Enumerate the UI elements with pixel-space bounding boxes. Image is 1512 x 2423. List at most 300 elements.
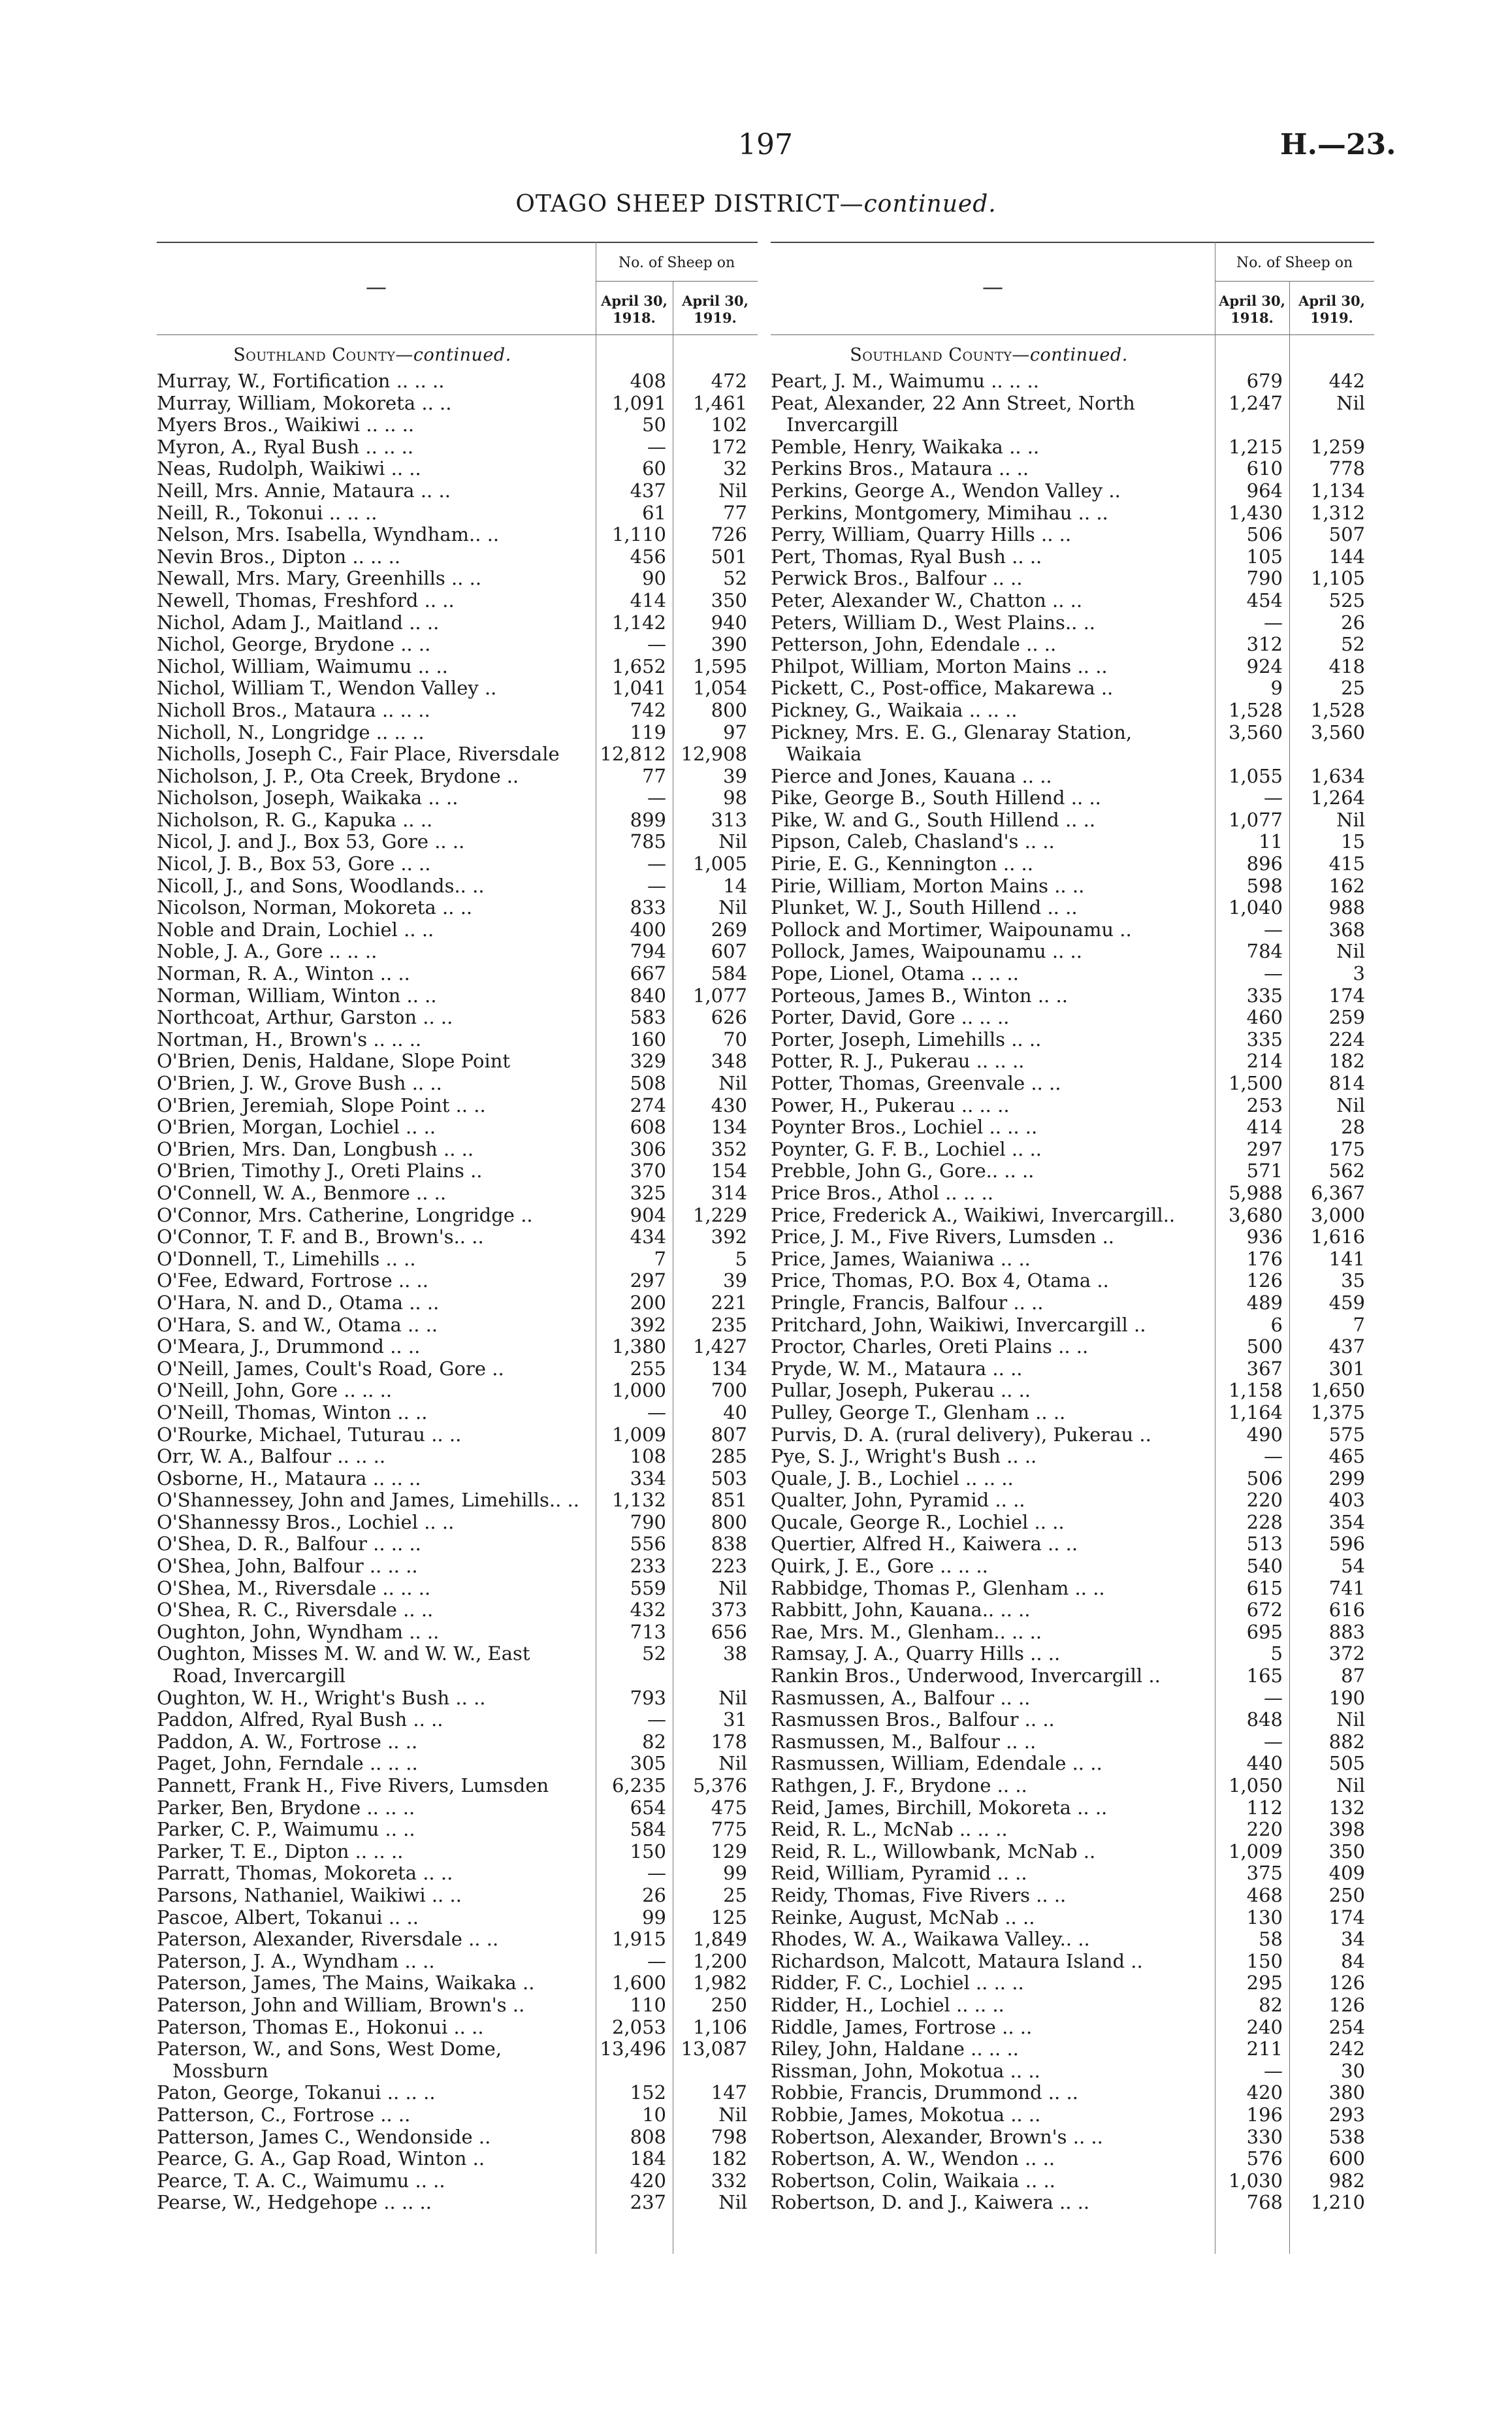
owner-name: Pryde, W. M., Mataura .. .. — [771, 1358, 1023, 1380]
table-row — [157, 1797, 758, 1819]
sheep-count-1918: 1,030 — [1228, 2169, 1283, 2192]
sheep-count-1919: 373 — [711, 1599, 747, 1621]
sheep-count-1918: 790 — [630, 1510, 666, 1533]
owner-name: Nicholls, Joseph C., Fair Place, Riversdale — [157, 743, 560, 766]
sheep-count-1919: 507 — [1328, 523, 1365, 546]
sheep-count-1918: 108 — [630, 1445, 666, 1468]
owner-name: Nicol, J. and J., Box 53, Gore .. .. — [157, 831, 465, 853]
sheep-count-1918: 793 — [630, 1686, 666, 1709]
name-column-header: — — [366, 274, 387, 299]
owner-name: Porter, David, Gore .. .. .. — [771, 1007, 1010, 1029]
owner-name: Prebble, John G., Gore.. .. .. — [771, 1160, 1035, 1182]
sheep-count-1919: 28 — [1341, 1116, 1365, 1139]
table-rows — [157, 370, 758, 2214]
table-row — [771, 1248, 1374, 1271]
table-row — [157, 1007, 758, 1029]
sheep-count-1918: 1,500 — [1228, 1072, 1283, 1094]
owner-name: Nichol, Adam J., Maitland .. .. — [157, 611, 440, 634]
sheep-count-1918: 335 — [1246, 1028, 1283, 1050]
owner-name: O'Shea, M., Riversdale .. .. .. — [157, 1577, 431, 1599]
sheep-count-1919: 409 — [1328, 1862, 1365, 1885]
table-row — [771, 1533, 1374, 1555]
sheep-count-1918: 608 — [630, 1116, 666, 1139]
sheep-count-1918: 420 — [630, 2169, 666, 2192]
column-header-1919 — [1289, 293, 1374, 327]
sheep-count-1919: 39 — [723, 1269, 747, 1292]
sheep-count-1919: 380 — [1328, 2081, 1365, 2104]
table-row — [771, 1446, 1374, 1468]
table-row — [157, 1029, 758, 1051]
owner-name: Patterson, James C., Wendonside .. — [157, 2126, 491, 2148]
owner-name: Reid, James, Birchill, Mokoreta .. .. — [771, 1797, 1108, 1819]
sheep-count-1919: 132 — [1328, 1796, 1365, 1819]
sheep-count-1919: Nil — [1336, 1094, 1365, 1116]
col-1918-year: 1918. — [1231, 310, 1274, 326]
owner-name: Pearce, G. A., Gap Road, Winton .. — [157, 2148, 485, 2170]
table-row — [157, 809, 758, 832]
owner-name: Rasmussen, M., Balfour .. .. — [771, 1731, 1037, 1753]
sheep-count-1919: 1,616 — [1310, 1226, 1365, 1248]
owner-name: Price, J. M., Five Rivers, Lumsden .. — [771, 1226, 1115, 1248]
sheep-count-1919: 134 — [711, 1357, 747, 1380]
owner-name: O'Connor, T. F. and B., Brown's.. .. — [157, 1226, 484, 1248]
table-row — [157, 458, 758, 480]
sheep-count-1918: 559 — [630, 1576, 666, 1599]
sheep-count-1918: — — [647, 1949, 666, 1972]
sheep-count-1919: 134 — [711, 1116, 747, 1139]
sheep-count-1919: 1,106 — [692, 2015, 747, 2038]
owner-name: Rissman, John, Mokotua .. .. — [771, 2060, 1040, 2082]
table-row — [771, 1665, 1374, 1687]
sheep-count-1919: 12,908 — [681, 743, 747, 766]
owner-name: O'Hara, S. and W., Otama .. .. — [157, 1314, 438, 1336]
table-row — [771, 766, 1374, 788]
group-header-rule — [1215, 281, 1374, 282]
table-row — [771, 677, 1374, 700]
table-row — [157, 722, 758, 744]
sheep-count-1918: — — [647, 787, 666, 809]
table-row — [771, 1050, 1374, 1073]
sheep-count-1919: 800 — [711, 698, 747, 721]
sheep-count-1918: 1,132 — [611, 1489, 666, 1512]
owner-name: Reinke, August, McNab .. .. — [771, 1906, 1035, 1928]
sheep-count-1919: 141 — [1328, 1247, 1365, 1270]
sheep-count-1919: 35 — [1341, 1269, 1365, 1292]
table-row — [771, 897, 1374, 919]
owner-name: Osborne, H., Mataura .. .. .. — [157, 1467, 421, 1489]
page-number: 197 — [738, 128, 793, 161]
sheep-count-1919: 418 — [1328, 655, 1365, 677]
sheep-count-1919: 368 — [1328, 918, 1365, 941]
sheep-count-1918: 615 — [1246, 1576, 1283, 1599]
owner-name: Price Bros., Athol .. .. .. — [771, 1182, 993, 1204]
owner-name: Pullar, Joseph, Pukerau .. .. — [771, 1380, 1031, 1402]
table-row — [157, 875, 758, 898]
table-row — [771, 524, 1374, 546]
sheep-count-1918: 1,050 — [1228, 1774, 1283, 1797]
sheep-count-1918: 130 — [1246, 1906, 1283, 1928]
column-header-1918 — [596, 293, 673, 327]
owner-name: Norman, R. A., Winton .. .. — [157, 963, 410, 985]
sheep-count-1919: 1,077 — [692, 984, 747, 1007]
sheep-count-1919: 54 — [1341, 1555, 1365, 1578]
sheep-count-1919: Nil — [718, 1686, 747, 1709]
table-row — [771, 1709, 1374, 1731]
table-row — [157, 766, 758, 788]
sheep-count-1919: 656 — [711, 1620, 747, 1643]
owner-name: Paterson, James, The Mains, Waikaka .. — [157, 1972, 535, 1994]
table-row — [157, 1468, 758, 1490]
owner-name: Nicholson, R. G., Kapuka .. .. — [157, 809, 433, 831]
sheep-count-1918: 1,110 — [611, 523, 666, 546]
table-row — [771, 1380, 1374, 1402]
owner-name: Pipson, Caleb, Chasland's .. .. — [771, 831, 1055, 853]
title-continued: continued. — [863, 191, 997, 218]
sheep-count-1918: 297 — [1246, 1137, 1283, 1160]
table-row — [771, 1402, 1374, 1424]
sheep-count-1919: 235 — [711, 1313, 747, 1336]
table-row — [157, 1292, 758, 1314]
sheep-count-1918: 119 — [630, 721, 666, 743]
sheep-count-1919: 70 — [723, 1028, 747, 1050]
table-row — [771, 1775, 1374, 1797]
owner-name: Porter, Joseph, Limehills .. .. — [771, 1028, 1042, 1050]
owner-name: O'Brien, Morgan, Lochiel .. .. — [157, 1116, 436, 1139]
owner-name: Nicholson, Joseph, Waikaka .. .. — [157, 787, 458, 809]
sheep-count-1919: 741 — [1328, 1576, 1365, 1599]
sheep-count-1918: 1,528 — [1228, 698, 1283, 721]
sheep-count-1919: 39 — [723, 764, 747, 787]
sheep-count-1918: 12,812 — [600, 743, 666, 766]
sheep-count-1919: 503 — [711, 1467, 747, 1489]
owner-name: Potter, Thomas, Greenvale .. .. — [771, 1073, 1061, 1094]
owner-name: Noble, J. A., Gore .. .. .. — [157, 941, 378, 963]
owner-name: Norman, William, Winton .. .. — [157, 984, 437, 1007]
sheep-count-1919: 84 — [1341, 1949, 1365, 1972]
sheep-count-1919: 778 — [1328, 457, 1365, 480]
table-row — [771, 458, 1374, 480]
sheep-count-1918: 899 — [630, 808, 666, 831]
table-row — [157, 2148, 758, 2170]
table-row — [157, 546, 758, 568]
sheep-count-1918: 513 — [1246, 1533, 1283, 1555]
sheep-count-1919: 293 — [1328, 2103, 1365, 2126]
sheep-count-1918: 667 — [630, 962, 666, 985]
col-1918-date: April 30, — [1219, 293, 1285, 309]
sheep-count-1919: 162 — [1328, 874, 1365, 897]
sheep-count-1918: 904 — [630, 1203, 666, 1226]
sheep-count-1919: 350 — [1328, 1840, 1365, 1862]
sheep-count-1918: 790 — [1246, 567, 1283, 590]
sheep-count-1918: 184 — [630, 2147, 666, 2170]
sheep-count-1918: 468 — [1246, 1883, 1283, 1906]
sheep-count-1919: 437 — [1328, 1335, 1365, 1358]
owner-name: O'Shea, John, Balfour .. .. .. — [157, 1555, 418, 1578]
owner-name: Nicoll, J., and Sons, Woodlands.. .. — [157, 875, 485, 897]
sheep-count-1918: 896 — [1246, 853, 1283, 875]
owner-name: Myers Bros., Waikiwi .. .. .. — [157, 414, 415, 436]
sheep-count-1919: 154 — [711, 1160, 747, 1182]
sheep-count-1919: Nil — [718, 1752, 747, 1775]
col-1919-year: 1919. — [1310, 310, 1353, 326]
sheep-count-1919: 372 — [1328, 1642, 1365, 1665]
table-row — [771, 919, 1374, 941]
sheep-count-1918: 61 — [642, 501, 666, 524]
table-row — [771, 1687, 1374, 1710]
sheep-count-1918: 1,247 — [1228, 391, 1283, 414]
sheep-count-1919: 350 — [711, 589, 747, 611]
sheep-count-1919: 182 — [1328, 1050, 1365, 1073]
sheep-count-1919: 575 — [1328, 1423, 1365, 1446]
sheep-count-1918: 2,053 — [611, 2015, 666, 2038]
table-header-top-rule — [771, 242, 1374, 243]
sheep-count-1919: 144 — [1328, 545, 1365, 568]
owner-name: Oughton, W. H., Wright's Bush .. .. — [157, 1687, 486, 1709]
sheep-count-1918: 924 — [1246, 655, 1283, 677]
sheep-count-1919: 1,005 — [692, 853, 747, 875]
owner-name: Pickney, G., Waikaia .. .. .. — [771, 699, 1018, 721]
sheep-count-1918: — — [1264, 1730, 1283, 1753]
owner-name: Nichol, William, Waimumu .. .. — [157, 655, 448, 677]
owner-name: Parsons, Nathaniel, Waikiwi .. .. — [157, 1884, 462, 1906]
sheep-count-1918: 610 — [1246, 457, 1283, 480]
column-header-1919 — [673, 293, 758, 327]
sheep-count-1919: 52 — [1341, 633, 1365, 656]
owner-name: Patterson, C., Fortrose .. .. — [157, 2104, 411, 2126]
owner-name: Paton, George, Tokanui .. .. .. — [157, 2082, 436, 2104]
table-row — [157, 1951, 758, 1973]
owner-name: O'Meara, J., Drummond .. .. — [157, 1336, 421, 1358]
sheep-count-1918: 7 — [654, 1247, 666, 1270]
table-row — [771, 1555, 1374, 1578]
owner-name: Nichol, William T., Wendon Valley .. — [157, 677, 497, 700]
table-header-bottom-rule — [771, 334, 1374, 335]
sheep-count-1918: 50 — [642, 414, 666, 436]
table-row — [157, 853, 758, 875]
sheep-count-1918: — — [1264, 1445, 1283, 1468]
sheep-count-1918: — — [1264, 1686, 1283, 1709]
table-row — [157, 1599, 758, 1621]
sheep-count-1918: 330 — [1246, 2125, 1283, 2148]
owner-name: Price, Frederick A., Waikiwi, Invercargill.. — [771, 1204, 1176, 1226]
owner-name: Peters, William D., West Plains.. .. — [771, 611, 1096, 634]
sheep-count-1919: 5,376 — [692, 1774, 747, 1797]
sheep-count-1919: 501 — [711, 545, 747, 568]
table-row — [157, 1731, 758, 1753]
table-row — [771, 1599, 1374, 1621]
table-row — [771, 1095, 1374, 1117]
sheep-count-1919: 505 — [1328, 1752, 1365, 1775]
sheep-count-1918: 506 — [1246, 523, 1283, 546]
sheep-count-1918: 1,142 — [611, 611, 666, 634]
group-header-rule — [596, 281, 758, 282]
table-row — [157, 1358, 758, 1380]
sheep-count-1919: 988 — [1328, 896, 1365, 919]
owner-name: Paget, John, Ferndale .. .. .. — [157, 1753, 418, 1775]
sheep-count-1919: 250 — [711, 1993, 747, 2016]
sheep-count-1918: 367 — [1246, 1357, 1283, 1380]
table-row — [157, 1578, 758, 1600]
table-row — [771, 1029, 1374, 1051]
sheep-count-1919: 242 — [1328, 2038, 1365, 2060]
sheep-count-1919: 1,982 — [692, 1972, 747, 1994]
section-heading-main: Southland County— — [233, 345, 413, 365]
sheep-count-1919: 31 — [723, 1708, 747, 1731]
sheep-count-1919: 52 — [723, 567, 747, 590]
sheep-count-1918: 742 — [630, 698, 666, 721]
table-row — [771, 831, 1374, 853]
table-row — [157, 524, 758, 546]
owner-name: Pope, Lionel, Otama .. .. .. — [771, 963, 1019, 985]
sheep-count-1918: 228 — [1246, 1510, 1283, 1533]
table-row — [771, 612, 1374, 634]
sheep-count-1919: Nil — [718, 830, 747, 853]
document-reference: H.—23. — [1280, 128, 1396, 161]
table-row — [157, 1753, 758, 1775]
sheep-count-1919: 1,210 — [1310, 2191, 1365, 2214]
table-row — [771, 590, 1374, 612]
owner-name: Neill, Mrs. Annie, Mataura .. .. — [157, 480, 451, 502]
sheep-count-1919: 26 — [1341, 611, 1365, 634]
owner-name: Rasmussen Bros., Balfour .. .. — [771, 1709, 1055, 1731]
owner-name: Pannett, Frank H., Five Rivers, Lumsden — [157, 1775, 549, 1797]
owner-name: Paterson, W., and Sons, West Dome, Mossburn — [157, 2038, 502, 2082]
table-row — [771, 1797, 1374, 1819]
sheep-count-1919: 800 — [711, 1510, 747, 1533]
owner-name: Paterson, J. A., Wyndham .. .. — [157, 1950, 435, 1972]
sheep-count-1918: 3,560 — [1228, 721, 1283, 743]
owner-name: Robbie, Francis, Drummond .. .. — [771, 2082, 1078, 2104]
title-main: OTAGO SHEEP DISTRICT— — [515, 191, 864, 218]
table-row — [157, 1555, 758, 1578]
sheep-count-1919: 3 — [1353, 962, 1365, 985]
owner-name: Neas, Rudolph, Waikiwi .. .. — [157, 458, 421, 480]
table-row — [771, 941, 1374, 963]
table-row — [771, 1621, 1374, 1644]
sheep-count-1918: 200 — [630, 1291, 666, 1314]
table-row — [157, 480, 758, 502]
sheep-count-1918: — — [647, 633, 666, 656]
table-row — [157, 1116, 758, 1139]
owner-name: Reid, William, Pyramid .. .. — [771, 1862, 1027, 1885]
table-row — [157, 634, 758, 656]
sheep-count-1919: 392 — [711, 1226, 747, 1248]
sheep-count-1919: 538 — [1328, 2125, 1365, 2148]
sheep-count-1919: 13,087 — [681, 2038, 747, 2060]
table-row — [157, 1687, 758, 1710]
owner-name: Paddon, A. W., Fortrose .. .. — [157, 1731, 418, 1753]
sheep-count-1918: — — [647, 874, 666, 897]
sheep-count-1918: 1,000 — [611, 1379, 666, 1402]
table-row — [771, 1885, 1374, 1907]
sheep-count-1919: 1,054 — [692, 677, 747, 700]
owner-name: Nicholl Bros., Mataura .. .. .. — [157, 699, 430, 721]
sheep-count-1918: 165 — [1246, 1665, 1283, 1687]
sheep-count-1919: 1,259 — [1310, 435, 1365, 458]
owner-name: O'Neill, Thomas, Winton .. .. — [157, 1401, 428, 1423]
owner-name: O'Hara, N. and D., Otama .. .. — [157, 1292, 440, 1314]
table-row — [771, 1160, 1374, 1182]
sheep-count-1919: 430 — [711, 1094, 747, 1116]
sheep-count-1918: 936 — [1246, 1226, 1283, 1248]
table-row — [157, 1095, 758, 1117]
sheep-count-1919: 700 — [711, 1379, 747, 1402]
owner-name: O'Shea, R. C., Riversdale .. .. — [157, 1599, 434, 1621]
table-row — [157, 1050, 758, 1073]
sheep-count-1919: 5 — [735, 1247, 747, 1270]
table-row — [157, 2192, 758, 2214]
col-1918-year: 1918. — [613, 310, 656, 326]
sheep-count-1919: 126 — [1328, 1993, 1365, 2016]
owner-name: Paterson, John and William, Brown's .. — [157, 1994, 525, 2016]
owner-name: Nichol, George, Brydone .. .. — [157, 634, 431, 656]
sheep-count-1918: 306 — [630, 1137, 666, 1160]
sheep-count-1919: Nil — [1336, 1708, 1365, 1731]
table-row — [157, 1160, 758, 1182]
sheep-count-1919: 1,650 — [1310, 1379, 1365, 1402]
table-row — [157, 831, 758, 853]
owner-name: Pollock and Mortimer, Waipounamu .. — [771, 919, 1132, 941]
owner-name: Petterson, John, Edendale .. .. — [771, 634, 1057, 656]
owner-name: Qucale, George R., Lochiel .. .. — [771, 1511, 1065, 1533]
sheep-count-1919: 1,134 — [1310, 479, 1365, 502]
owner-name: Nicholson, J. P., Ota Creek, Brydone .. — [157, 765, 519, 787]
table-row — [157, 393, 758, 415]
owner-name: Reid, R. L., Willowbank, McNab .. — [771, 1840, 1096, 1862]
sheep-count-1919: 807 — [711, 1423, 747, 1446]
sheep-count-1919: 15 — [1341, 830, 1365, 853]
table-row — [771, 1292, 1374, 1314]
table-row — [771, 985, 1374, 1007]
owner-name: Northcoat, Arthur, Garston .. .. — [157, 1007, 453, 1029]
owner-name: Poynter Bros., Lochiel .. .. .. — [771, 1116, 1038, 1139]
sheep-count-1919: 182 — [711, 2147, 747, 2170]
owner-name: Parker, T. E., Dipton .. .. .. — [157, 1840, 404, 1862]
sheep-count-1919: 348 — [711, 1050, 747, 1073]
table-row — [771, 1336, 1374, 1358]
table-row — [771, 1951, 1374, 1973]
sheep-count-1919: 129 — [711, 1840, 747, 1862]
sheep-count-1919: 1,849 — [692, 1928, 747, 1951]
owner-name: O'Brien, Jeremiah, Slope Point .. .. — [157, 1094, 486, 1116]
sheep-count-1919: Nil — [1336, 808, 1365, 831]
sheep-count-1918: — — [1264, 962, 1283, 985]
sheep-count-1918: 9 — [1270, 677, 1283, 700]
owner-name: O'Rourke, Michael, Tuturau .. .. — [157, 1423, 462, 1446]
owner-name: Potter, R. J., Pukerau .. .. .. — [771, 1050, 1025, 1073]
table-row — [157, 1775, 758, 1797]
table-row — [157, 1336, 758, 1358]
table-row — [157, 1621, 758, 1644]
table-header-top-rule — [157, 242, 758, 243]
table-row — [771, 809, 1374, 832]
table-row — [771, 1819, 1374, 1841]
sheep-count-1918: 768 — [1246, 2191, 1283, 2214]
table-row — [157, 1226, 758, 1248]
sheep-count-1918: 312 — [1246, 633, 1283, 656]
table-row — [771, 1994, 1374, 2017]
owner-name: Richardson, Malcott, Mataura Island .. — [771, 1950, 1143, 1972]
table-row — [771, 722, 1374, 766]
owner-name: Quertier, Alfred H., Kaiwera .. .. — [771, 1533, 1078, 1555]
sheep-count-1919: 285 — [711, 1445, 747, 1468]
sheep-count-1918: 400 — [630, 918, 666, 941]
sheep-count-1918: 1,055 — [1228, 764, 1283, 787]
section-heading-continued: continued. — [413, 345, 511, 365]
table-row — [157, 502, 758, 525]
sheep-count-1918: 1,091 — [611, 391, 666, 414]
table-row — [771, 2104, 1374, 2126]
